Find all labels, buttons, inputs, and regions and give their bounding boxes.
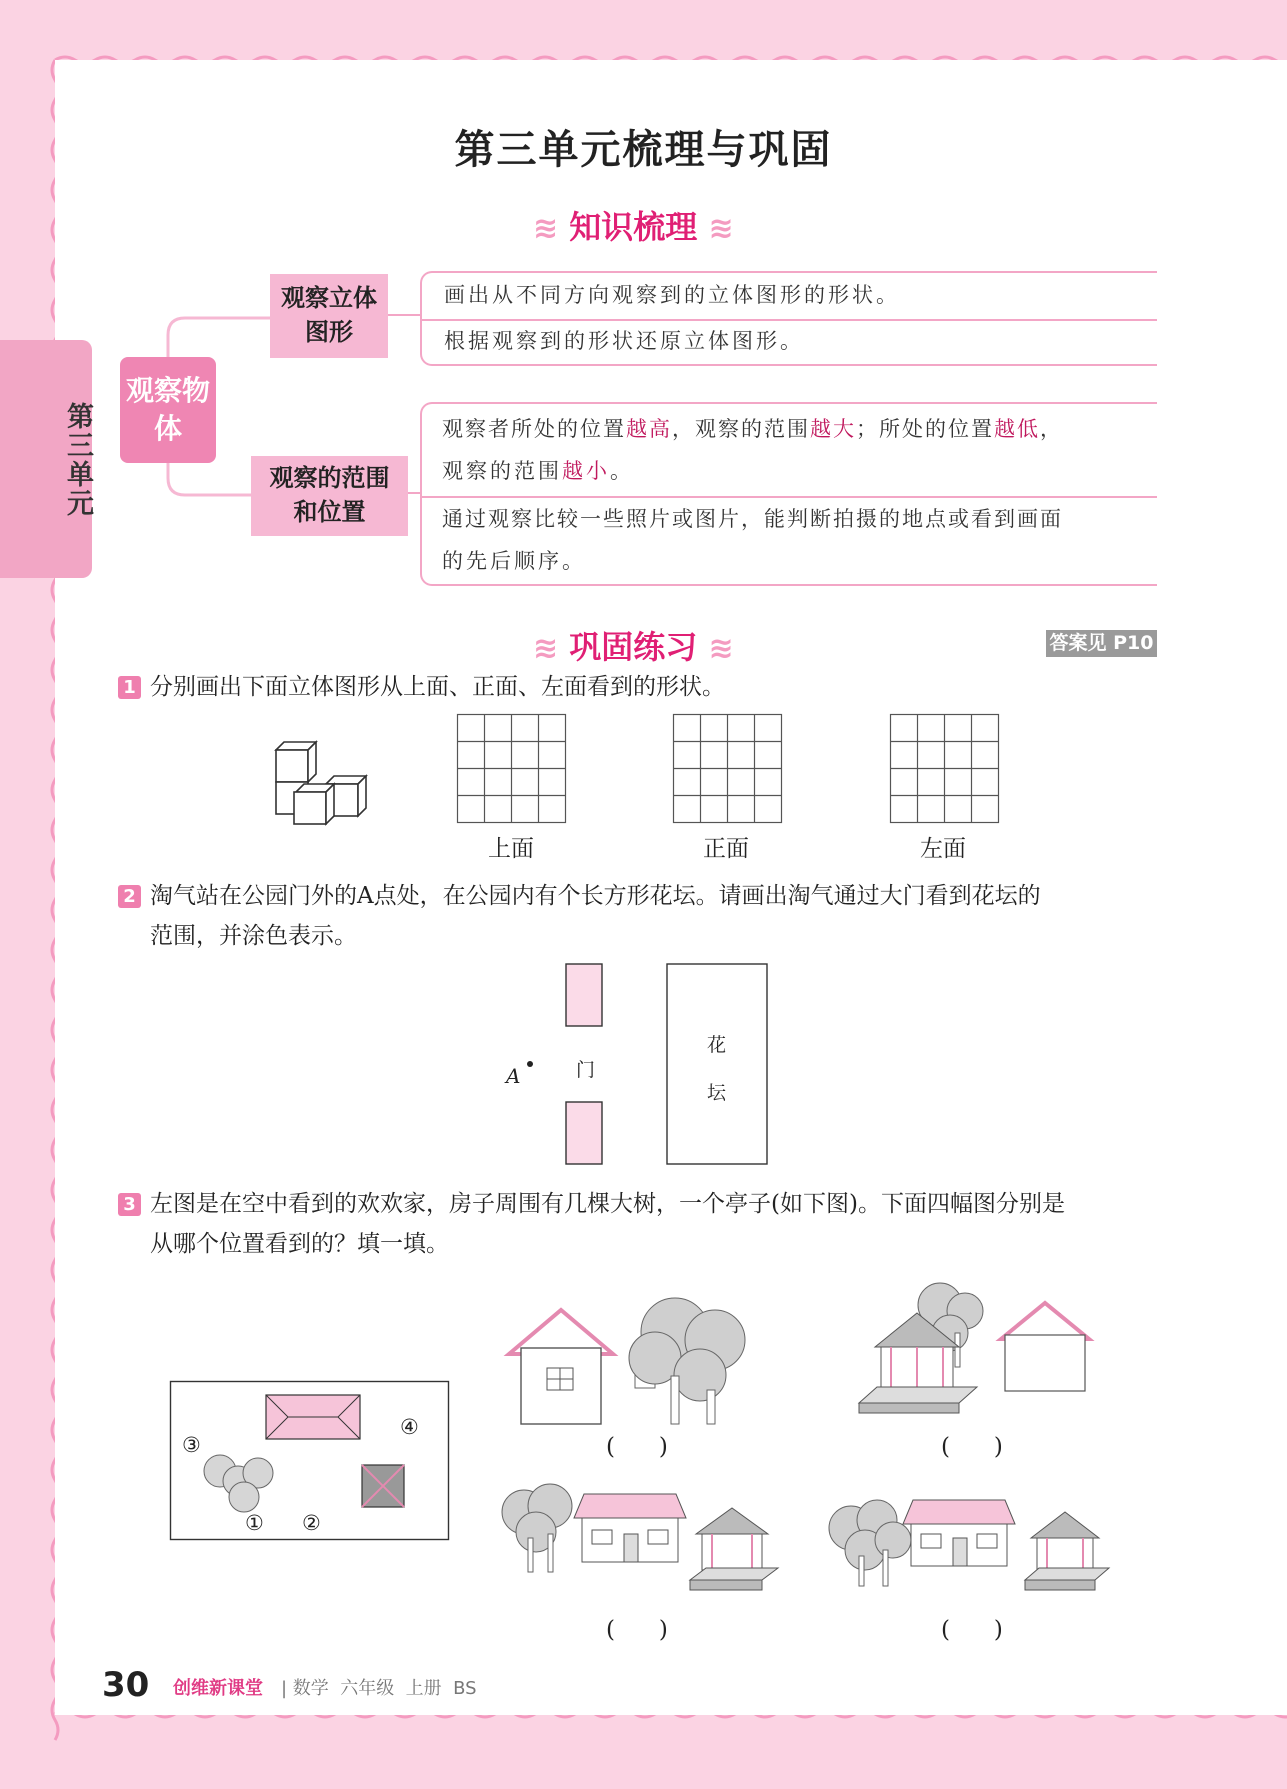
footer-brand: 创维新课堂	[173, 1678, 263, 1699]
mindmap-branch-solid-figures: 观察立体图形	[270, 274, 388, 358]
panel1-item-2: 根据观察到的形状还原立体图形。	[444, 329, 804, 353]
mindmap-branch-range-position: 观察的范围和位置	[251, 456, 408, 536]
tree-icon	[629, 1298, 745, 1424]
wave-decoration-icon: ≋	[708, 211, 734, 246]
page-number: 30	[102, 1665, 150, 1705]
label-front-view: 正面	[703, 836, 749, 862]
wave-decoration-icon: ≋	[708, 631, 734, 666]
view-picture-1	[505, 1280, 795, 1430]
wave-decoration-icon: ≋	[533, 631, 559, 666]
position-marker-1: ①	[245, 1511, 264, 1535]
pavilion-icon	[690, 1508, 778, 1590]
tree-icon	[502, 1484, 572, 1572]
answer-blank-1[interactable]: ( )	[606, 1434, 668, 1460]
answer-blank-4[interactable]: ( )	[941, 1617, 1003, 1643]
tree-icon	[829, 1500, 911, 1586]
panel-divider	[422, 496, 1157, 498]
question-2-number: 2	[118, 885, 141, 908]
wave-decoration-icon: ≋	[533, 211, 559, 246]
point-a-label: A	[506, 1064, 521, 1088]
footer-book-info: | 数学 六年级 上册 BS	[281, 1678, 477, 1699]
panel2-item-1-line-2: 观察的范围越小。	[442, 459, 634, 483]
point-a-dot	[527, 1061, 533, 1067]
view-picture-3	[500, 1480, 790, 1600]
page-title: 第三单元梳理与巩固	[454, 127, 833, 173]
house-side-icon	[903, 1500, 1015, 1566]
pavilion-roof-icon	[362, 1465, 404, 1507]
highlight-smaller: 越小	[562, 459, 610, 483]
highlight-higher: 越高	[626, 417, 672, 441]
question-2-text-line-2: 范围，并涂色表示。	[150, 923, 357, 949]
highlight-lower: 越低	[994, 417, 1040, 441]
view-picture-2	[855, 1275, 1105, 1425]
grid-top-view[interactable]	[457, 714, 566, 823]
mindmap-root: 观察物体	[120, 357, 216, 463]
house-side-icon	[574, 1494, 686, 1562]
grid-front-view[interactable]	[673, 714, 782, 823]
section-practice-heading	[533, 622, 734, 668]
flower-bed-label-2: 坛	[707, 1082, 727, 1104]
gate-label: 门	[576, 1059, 596, 1081]
house-roof-icon	[266, 1395, 360, 1439]
position-marker-3: ③	[182, 1433, 201, 1457]
view-picture-4	[825, 1490, 1120, 1605]
answer-blank-3[interactable]: ( )	[606, 1617, 668, 1643]
position-marker-4: ④	[400, 1415, 419, 1439]
question-1-number: 1	[118, 676, 141, 699]
section-practice-label: 巩固练习	[569, 628, 698, 666]
cube-stack-figure	[272, 740, 382, 825]
label-left-view: 左面	[920, 836, 966, 862]
house-outline-icon	[1001, 1303, 1089, 1391]
park-gate-diagram[interactable]	[490, 960, 780, 1170]
grid-left-view[interactable]	[890, 714, 999, 823]
panel2-item-2-line-1: 通过观察比较一些照片或图片，能判断拍摄的地点或看到画面	[442, 507, 1063, 531]
question-3-text-line-1: 左图是在空中看到的欢欢家，房子周围有几棵大树，一个亭子(如下图)。下面四幅图分别是	[150, 1191, 1065, 1217]
position-marker-2: ②	[302, 1511, 321, 1535]
highlight-larger: 越大	[810, 417, 856, 441]
section-review-label: 知识梳理	[569, 208, 698, 246]
question-1-text: 分别画出下面立体图形从上面、正面、左面看到的形状。	[150, 674, 725, 700]
question-3-number: 3	[118, 1193, 141, 1216]
panel2-item-2-line-2: 的先后顺序。	[442, 549, 586, 573]
question-3-text-line-2: 从哪个位置看到的？填一填。	[150, 1231, 449, 1257]
panel2-item-1-line-1: 观察者所处的位置越高，观察的范围越大；所处的位置越低，	[442, 417, 1063, 441]
house-front-icon	[509, 1310, 613, 1424]
flower-bed-label-1: 花	[707, 1034, 727, 1056]
answer-reference-badge: 答案见 P10	[1046, 630, 1157, 657]
question-2-text-line-1: 淘气站在公园门外的A点处，在公园内有个长方形花坛。请画出淘气通过大门看到花坛的	[150, 883, 1041, 909]
label-top-view: 上面	[488, 836, 534, 862]
answer-blank-2[interactable]: ( )	[941, 1434, 1003, 1460]
unit-side-tab-label: 第三单元	[62, 402, 93, 518]
pavilion-icon	[1025, 1512, 1109, 1590]
panel1-item-1: 画出从不同方向观察到的立体图形的形状。	[444, 283, 900, 307]
